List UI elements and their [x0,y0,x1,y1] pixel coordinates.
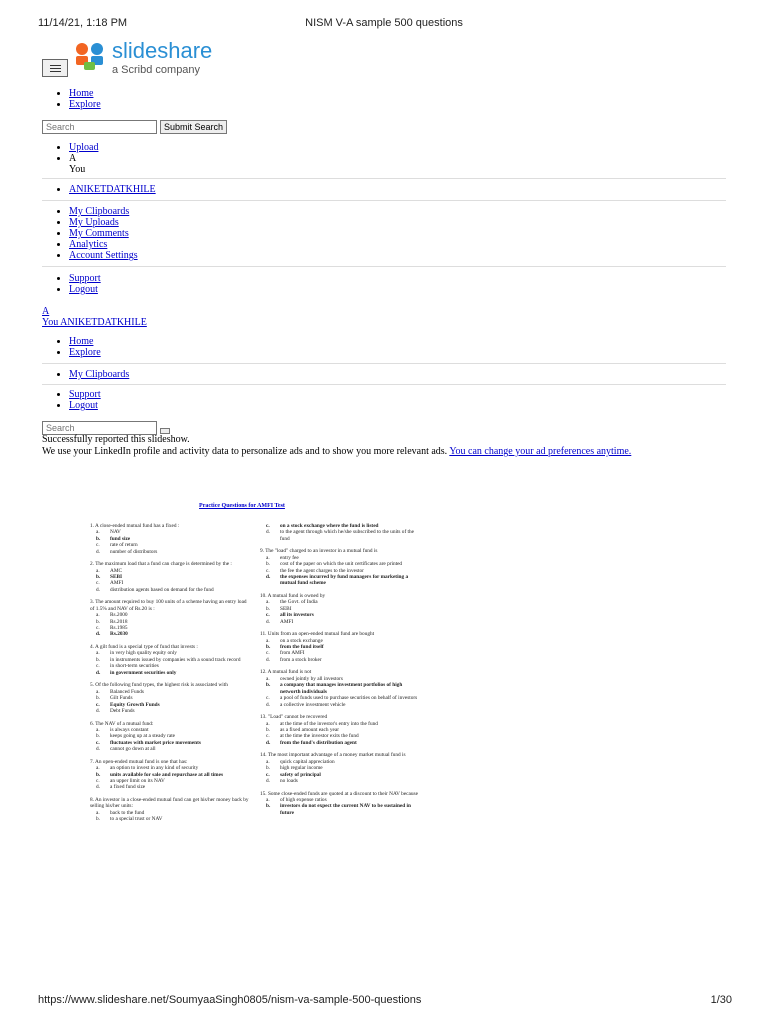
answer-option-correct: b. investors do not expect the current NAV to be sustained in future [266,803,411,816]
answer-option-correct: c. Equity Growth Funds [96,701,160,708]
upload-link[interactable]: Upload [69,142,99,153]
answer-option-correct: d. from the fund's distribution agent [266,739,357,746]
question-text: 9. The "load" charged to an investor in a mutual fund is [260,548,378,555]
answer-option-correct: b. a company that manages investment portfolios of high networth individuals [266,682,403,695]
questions-left-column [90,523,250,829]
you-user-link[interactable]: You ANIKETDATKHILE [42,317,147,328]
answer-option: a. at the time of the investor's entry into the fund [266,720,378,727]
my-comments-link[interactable]: My Comments [69,228,129,239]
answer-option: a. the Govt. of India [266,599,318,606]
questions-right-column [260,523,420,822]
hamburger-menu-button[interactable] [42,59,68,77]
answer-option: d. Debt Funds [96,707,135,714]
answer-option: a. Balanced Funds [96,688,144,695]
analytics-link[interactable]: Analytics [69,239,108,250]
question-text: 3. The amount required to buy 100 units of a scheme having an entry load of 1.5% and NAV of Rs.20 is : [90,599,247,612]
question-text: 12. A mutual fund is not [260,669,312,676]
answer-option: b. to a special trust or NAV [96,816,163,823]
upload-menu [0,142,98,164]
answer-option: a. AMC [96,567,123,574]
search-input-2[interactable] [42,421,157,435]
my-clipboards-link[interactable]: My Clipboards [69,206,130,217]
answer-option: a. on a stock exchange [266,637,323,644]
answer-option: c. from AMFI [266,650,305,657]
ads-notice-text: We use your LinkedIn profile and activity data to personalize ads and to show you more relevant ads. [42,446,448,457]
answer-option: d. AMFI [266,618,294,625]
question-text: 7. An open-ended mutual fund is one that has: [90,758,188,765]
answer-option: b. as a fixed amount each year [266,726,339,733]
answer-option: d. a collective investment vehicle [266,701,346,708]
answer-option-correct: d. the expenses incurred by fund managers for marketing a mutual fund scheme [266,574,409,587]
answer-option: c. a pool of funds used to purchase securities on behalf of investors [266,695,418,702]
question-text: 8. An investor in a close-ended mutual fund can get his/her money back by selling his/her units: [90,796,249,810]
slideshare-logo[interactable] [70,38,213,79]
mobile-nav [0,336,101,358]
document-title: Practice Questions for AMFI Test [199,503,285,509]
logout-link-2[interactable]: Logout [69,400,98,411]
answer-option-correct: d. in government securities only [96,669,177,676]
question-text: 1. A close-ended mutual fund has a fixed : [90,523,180,529]
answer-option: a. in very high quality equity only [96,650,177,657]
divider [42,266,726,267]
answer-option-correct: b. fund size [96,535,131,542]
report-success-message: Successfully reported this slideshow. [42,434,190,445]
answer-option-correct: b. units available for sale and repurchase at all times [96,771,224,778]
print-title: NISM V-A sample 500 questions [305,17,463,29]
search-input[interactable] [42,120,157,134]
answer-option: d. from a stock broker [266,656,322,663]
you-label: You [69,164,86,175]
answer-option: a. of high expense ratios [266,796,327,803]
nav-home-link[interactable]: Home [69,88,94,99]
answer-option: a. owned jointly by all investors [266,675,343,682]
main-nav [0,88,101,110]
print-date: 11/14/21, 1:18 PM [38,17,128,29]
nav-explore-link-2[interactable]: Explore [69,347,101,358]
answer-option: c. an upper limit on its NAV [96,777,165,784]
print-url: https://www.slideshare.net/SoumyaaSingh0805/nism-va-sample-500-questions [38,994,422,1006]
question-text: 5. Of the following fund types, the highest risk is associated with [90,682,228,689]
answer-option: a. quick capital appreciation [266,758,335,765]
answer-option: a. back to the fund [96,809,145,816]
answer-option: c. the fee the agent charges to the investor [266,567,364,574]
username-menu [0,184,156,195]
question-text: 2. The maximum load that a fund can charge is determined by the : [90,561,232,568]
answer-option-correct: c. all its investors [266,612,314,619]
username-link[interactable]: ANIKETDATKHILE [69,184,156,195]
mobile-clip-menu [0,369,129,380]
account-settings-link[interactable]: Account Settings [69,250,138,261]
question-text: 15. Some close-ended funds are quoted at a discount to their NAV because [260,790,418,797]
answer-option-correct: c. safety of principal [266,771,321,778]
answer-option: c. Rs.1985 [96,625,128,632]
answer-option: a. entry fee [266,554,299,561]
submit-search-button[interactable]: Submit Search [160,120,227,134]
support-link[interactable]: Support [69,273,101,284]
hamburger-icon [50,65,61,66]
question-text: 13. "Load" cannot be recovered [260,714,328,721]
print-page-number: 1/30 [710,994,732,1006]
hamburger-icon-bar [50,68,61,69]
answer-option: d. a fixed fund size [96,784,146,791]
answer-option: d. to the agent through which he/she subscribed to the units of the fund [266,529,415,542]
answer-option: a. Rs.2000 [96,612,128,619]
divider [42,178,726,179]
answer-option: a. an option to invest in any kind of security [96,765,199,772]
answer-option-correct: c. on a stock exchange where the fund is listed [266,523,379,529]
divider [42,363,726,364]
answer-option: c. AMFI [96,580,124,587]
answer-option: d. cannot go down at all [96,746,156,753]
question-text: 6. The NAV of a mutual fund: [90,720,154,727]
mobile-support-menu [0,389,101,411]
answer-option-correct: b. SEBI [96,574,123,581]
answer-option: a. is always constant [96,726,149,733]
question-text: 11. Units from an open-ended mutual fund are bought [260,631,375,638]
answer-option: b. keeps going up at a steady rate [96,733,176,740]
my-clipboards-link-2[interactable]: My Clipboards [69,369,130,380]
answer-option: a. NAV [96,529,121,536]
answer-option: b. in instruments issued by companies with a sound track record [96,656,241,663]
answer-option: b. high regular income [266,765,323,772]
support-menu [0,273,101,295]
avatar-letter: • A [69,153,98,164]
avatar-link[interactable]: A [42,306,50,317]
question-text: 4. A gilt fund is a special type of fund that invests : [90,644,198,651]
support-link-2[interactable]: Support [69,389,101,400]
my-uploads-link[interactable]: My Uploads [69,217,119,228]
answer-option: b. Gilt Funds [96,695,133,702]
answer-option: d. no loads [266,777,298,784]
answer-option-correct: b. from the fund itself [266,644,324,651]
answer-option: b. Rs.2018 [96,618,128,625]
question-text: 10. A mutual fund is owned by [260,593,326,600]
account-menu [0,206,138,261]
brand-name: slideshare [112,38,213,63]
question-text: 14. The most important advantage of a money market mutual fund is [260,752,406,759]
answer-option-correct: c. fluctuates with market price movements [96,739,201,746]
answer-option: c. at the time the investor exits the fund [266,733,359,740]
brand-tagline: a Scribd company [112,64,201,76]
ad-preferences-link[interactable]: You can change your ad preferences anytime. [449,446,632,457]
slideshare-logo-icon [70,40,110,74]
answer-option: b. cost of the paper on which the unit certificates are printed [266,561,403,568]
divider [42,384,726,385]
divider [42,200,726,201]
answer-option: d. distribution agents based on demand for the fund [96,586,214,593]
answer-option-correct: d. Rs.2030 [96,631,128,638]
nav-home-link-2[interactable]: Home [69,336,94,347]
answer-option: b. SEBI [266,605,292,612]
answer-option: c. in short-term securities [96,663,159,670]
nav-explore-link[interactable]: Explore [69,99,101,110]
answer-option: c. rate of return [96,542,138,549]
answer-option: d. number of distributors [96,548,158,555]
logout-link[interactable]: Logout [69,284,98,295]
hamburger-icon-bar [50,71,61,72]
